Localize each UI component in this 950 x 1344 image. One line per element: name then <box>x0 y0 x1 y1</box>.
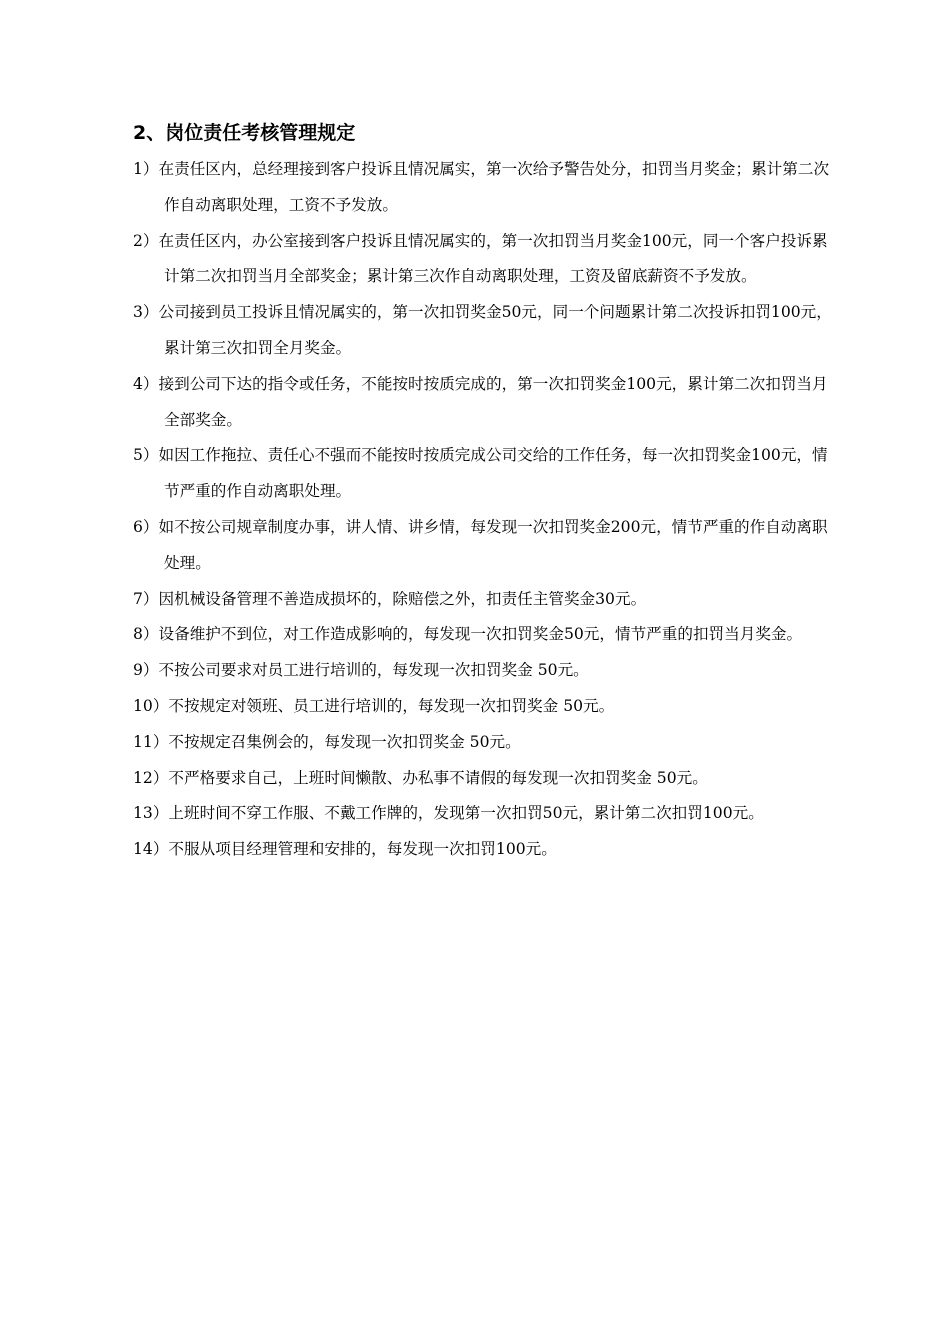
rule-item-7: 7）因机械设备管理不善造成损坏的，除赔偿之外，扣责任主管奖金30元。 <box>133 589 647 608</box>
rule-item-10: 10）不按规定对领班、员工进行培训的，每发现一次扣罚奖金 50元。 <box>133 696 615 715</box>
rule-item-13: 13）上班时间不穿工作服、不戴工作牌的，发现第一次扣罚50元，累计第二次扣罚100元。 <box>133 804 764 823</box>
rule-item-4: 4）接到公司下达的指令或任务，不能按时按质完成的，第一次扣罚奖金100元，累计第二次扣罚当月全部奖金。 <box>133 374 828 429</box>
rule-item-12: 12）不严格要求自己，上班时间懒散、办私事不请假的每发现一次扣罚奖金 50元。 <box>133 768 708 787</box>
rule-item-8: 8）设备维护不到位，对工作造成影响的，每发现一次扣罚奖金50元，情节严重的扣罚当月奖金。 <box>133 625 803 644</box>
rule-item-9: 9）不按公司要求对员工进行培训的，每发现一次扣罚奖金 50元。 <box>133 661 589 680</box>
rule-item-11: 11）不按规定召集例会的，每发现一次扣罚奖金 50元。 <box>133 732 521 751</box>
rule-item-3: 3）公司接到员工投诉且情况属实的，第一次扣罚奖金50元，同一个问题累计第二次投诉扣罚100元，累计第三次扣罚全月奖金。 <box>133 303 832 357</box>
rule-item-6: 6）如不按公司规章制度办事，讲人情、讲乡情，每发现一次扣罚奖金200元，情节严重的作自动离职处理。 <box>133 517 828 572</box>
rule-item-14: 14）不服从项目经理管理和安排的，每发现一次扣罚100元。 <box>133 840 557 859</box>
section-title: 2、岗位责任考核管理规定 <box>133 122 356 144</box>
document-page <box>133 118 833 868</box>
rule-item-2: 2）在责任区内，办公室接到客户投诉且情况属实的，第一次扣罚当月奖金100元，同一个客户投诉累计第二次扣罚当月全部奖金；累计第三次作自动离职处理，工资及留底薪资不予发放。 <box>133 231 828 286</box>
rule-item-5: 5）如因工作拖拉、责任心不强而不能按时按质完成公司交给的工作任务，每一次扣罚奖金100元，情节严重的作自动离职处理。 <box>133 446 828 501</box>
rule-list <box>133 152 833 868</box>
rule-item-1: 1）在责任区内，总经理接到客户投诉且情况属实，第一次给予警告处分，扣罚当月奖金；累计第二次作自动离职处理，工资不予发放。 <box>133 160 830 214</box>
